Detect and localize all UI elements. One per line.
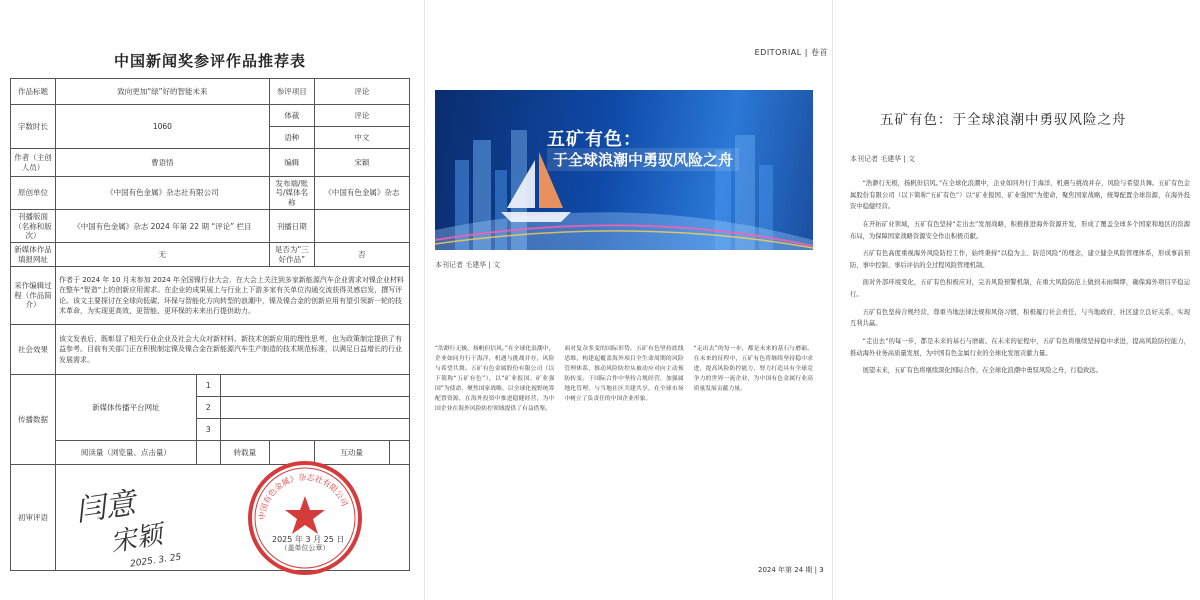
label-review: 初审评语 [11,465,56,571]
hero-banner [435,90,813,250]
label-views: 阅读量（浏览量、点击量） [56,441,197,465]
divider-2 [832,0,833,600]
value-platform: 《中国有色金属》杂志 [314,177,409,210]
article-title: 五矿有色：于全球浪潮中勇驭风险之舟 [880,112,1127,128]
label-work-title: 作品标题 [11,79,56,105]
magazine-page-number: 2024 年第 24 期 | 3 [758,566,824,574]
label-editor: 编辑 [269,149,314,177]
value-pub-date [314,210,409,243]
article-paragraph: “走出去”的每一步，都是未来的基石与磨砺。在未来的征程中，五矿有色将继续坚持稳中求进，提高风险防控能力，推动海外业务高质量发展，为中国有色金属行业的全球化发展贡献力量。 [850,338,1190,357]
form-title: 中国新闻奖参评作品推荐表 [113,52,306,70]
value-issue: 《中国有色金属》杂志 2024 年第 22 期 “评论” 栏目 [56,210,270,243]
seal-date: 2025 年 3 月 25 日 [272,535,345,544]
magazine-byline: 本刊记者 毛建华 | 文 [435,261,501,269]
magazine-column-1: “浩渺行无极，扬帆但信风。”在全球化浪潮中，企业如同舟行于海洋，机遇与挑战并存，风险与希望共舞。五矿有色金属股份有限公司（以下简称“五矿有色”），以“矿业报国、矿业强国”为使命，聚焦国家战略，以全球化视野统筹配置资源，在海外投资中推进稳健经营，为中国企业在海外风险防控领域提供了有益借鉴。 [435,346,555,412]
label-author: 作者（主创人员） [11,149,56,177]
article-paragraph: 五矿有色坚持合规经营，尊重当地法律法规和风俗习惯，积极履行社会责任，与当地政府、社区建立良好关系，实现互利共赢。 [850,308,1190,328]
article-paragraph: 展望未来，五矿有色将继续深化国际合作，在全球化浪潮中勇驭风险之舟，行稳致远。 [862,367,1102,375]
label-platform-url: 新媒体传播平台网址 [56,375,197,441]
value-work-title: 致向更加“绿”好的智能未来 [56,79,270,105]
value-views [196,441,220,465]
value-publisher: 《中国有色金属》杂志社有限公司 [56,177,270,210]
label-pub-date: 刊播日期 [269,210,314,243]
value-editor: 宋颖 [314,149,409,177]
signature-1: 闫意 [73,485,138,529]
label-interactions: 互动量 [314,441,389,465]
value-author: 曹语悟 [56,149,270,177]
seal-text: 中国有色金属》杂志社有限公司 [257,472,350,521]
recommendation-form [0,0,420,600]
value-is-series: 否 [314,243,409,267]
article-paragraph: 五矿有色高度重视海外风险防控工作，始终秉持“以稳为主、防范风险”的理念，建立健全风险管理体系，形成事前预防、事中控制、事后评估的全过程风险管理机制。 [850,250,1190,269]
url-cell-2: 2 [196,397,220,419]
magazine-column-2: 面对复杂多变的国际形势，五矿有色坚持底线思维，构建起覆盖海外项目全生命周期的风险管理体系，推动风险防控从被动应对向主动预防转变。于国际合作中坚持合规经营，加强属地化管理，与当地社区共建共享，在全球市场中树立了负责任的中国企业形象。 [564,346,684,402]
label-reposts: 转载量 [220,441,269,465]
value-genre: 评论 [314,105,409,127]
url-cell-1-value [220,375,409,397]
label-platform: 发布端/账号/媒体名称 [269,177,314,210]
value-project: 评论 [314,79,409,105]
article-paragraph: “浩渺行无极，扬帆但信风。”在全球化浪潮中，企业如同舟行于海洋，机遇与挑战并存，风险与希望共舞。五矿有色金属股份有限公司（以下简称“五矿有色”）以“矿业报国、矿业强国”为使命，聚焦国家战略，统筹配置全球资源，在海外投资中稳健经营。 [850,180,1190,211]
value-effect: 该文发表后，既彰显了相关行业企业及社会大众对新材料、新技术创新应用的理性思考，也为政策制定提供了有益参考。目前有关部门正在积极制定镍及镍合金在新能源汽车生产制造的技术规范标准，以满足日益增长的行业发展需求。 [56,325,410,375]
label-is-series: 是否为“三好作品” [269,243,314,267]
url-cell-3: 3 [196,419,220,441]
label-background: 采作编辑过程（作品简介） [11,267,56,325]
label-language: 语种 [269,127,314,149]
hero-title-line1: 五矿有色： [547,129,642,150]
value-language: 中文 [314,127,409,149]
label-dissemination: 传播数据 [11,375,56,465]
magazine-columns [435,345,813,560]
label-effect: 社会效果 [11,325,56,375]
seal-label: （盖单位公章） [280,544,330,552]
signature-date: 2025. 3. 25 [129,552,182,570]
value-background: 作者于 2024 年 10 月末参加 2024 年全国镍行业大会，在大会上关注到多家新能源汽车企业需求对镍企业材料在整车“智造”上的创新应用需求。在企业的成果展上与行业上下游多家有关单位沟通交流获得灵感启发，撰写评论。该文主要探讨在全球向低碳、环保与智能化方向转型的浪潮中，镍及镍合金的创新应用有望引领新一轮的技术革命，为实现更高效、更智能、更环保的未来出行提供助力。 [56,267,410,325]
url-cell-3-value [220,419,409,441]
value-word-count: 1060 [56,105,270,149]
url-cell-1: 1 [196,375,220,397]
signature-area [60,470,400,580]
label-genre: 体裁 [269,105,314,127]
article-body [850,178,1190,383]
magazine-column-3: “走出去”的每一步，都是未来的基石与磨砺。在未来的征程中，五矿有色将继续坚持稳中求进，提高风险防控能力，努力打造具有全球竞争力的世界一流企业，为中国有色金属行业高质量发展贡献力量。 [693,346,813,392]
signature-2: 宋颖 [108,519,165,559]
article-byline: 本刊记者 毛建华 | 文 [850,155,916,163]
label-project: 参评项目 [269,79,314,105]
label-word-count: 字数时长 [11,105,56,149]
value-interactions [389,441,409,465]
magazine-header: EDITORIAL | 卷首 [754,48,828,57]
value-new-media: 无 [56,243,270,267]
hero-title-line2: 于全球浪潮中勇驭风险之舟 [547,148,739,171]
red-seal-icon [245,458,365,578]
label-publisher: 原创单位 [11,177,56,210]
url-cell-2-value [220,397,409,419]
label-new-media: 新媒体作品填报网址 [11,243,56,267]
magazine-page [428,0,828,600]
article-paragraph: 面对外部环境变化，五矿有色积极应对，完善风险预警机制，在重大风险防范上做到未雨绸缪，确保海外项目平稳运行。 [850,279,1190,299]
article-page [836,0,1200,600]
article-paragraph: 在开拓矿业领域，五矿有色坚持“走出去”发展战略，积极推进海外资源开发，形成了覆盖全球多个国家和地区的资源布局，为保障国家战略资源安全作出积极贡献。 [850,220,1190,240]
divider-1 [424,0,425,600]
label-issue: 刊播版面（名称和版次） [11,210,56,243]
